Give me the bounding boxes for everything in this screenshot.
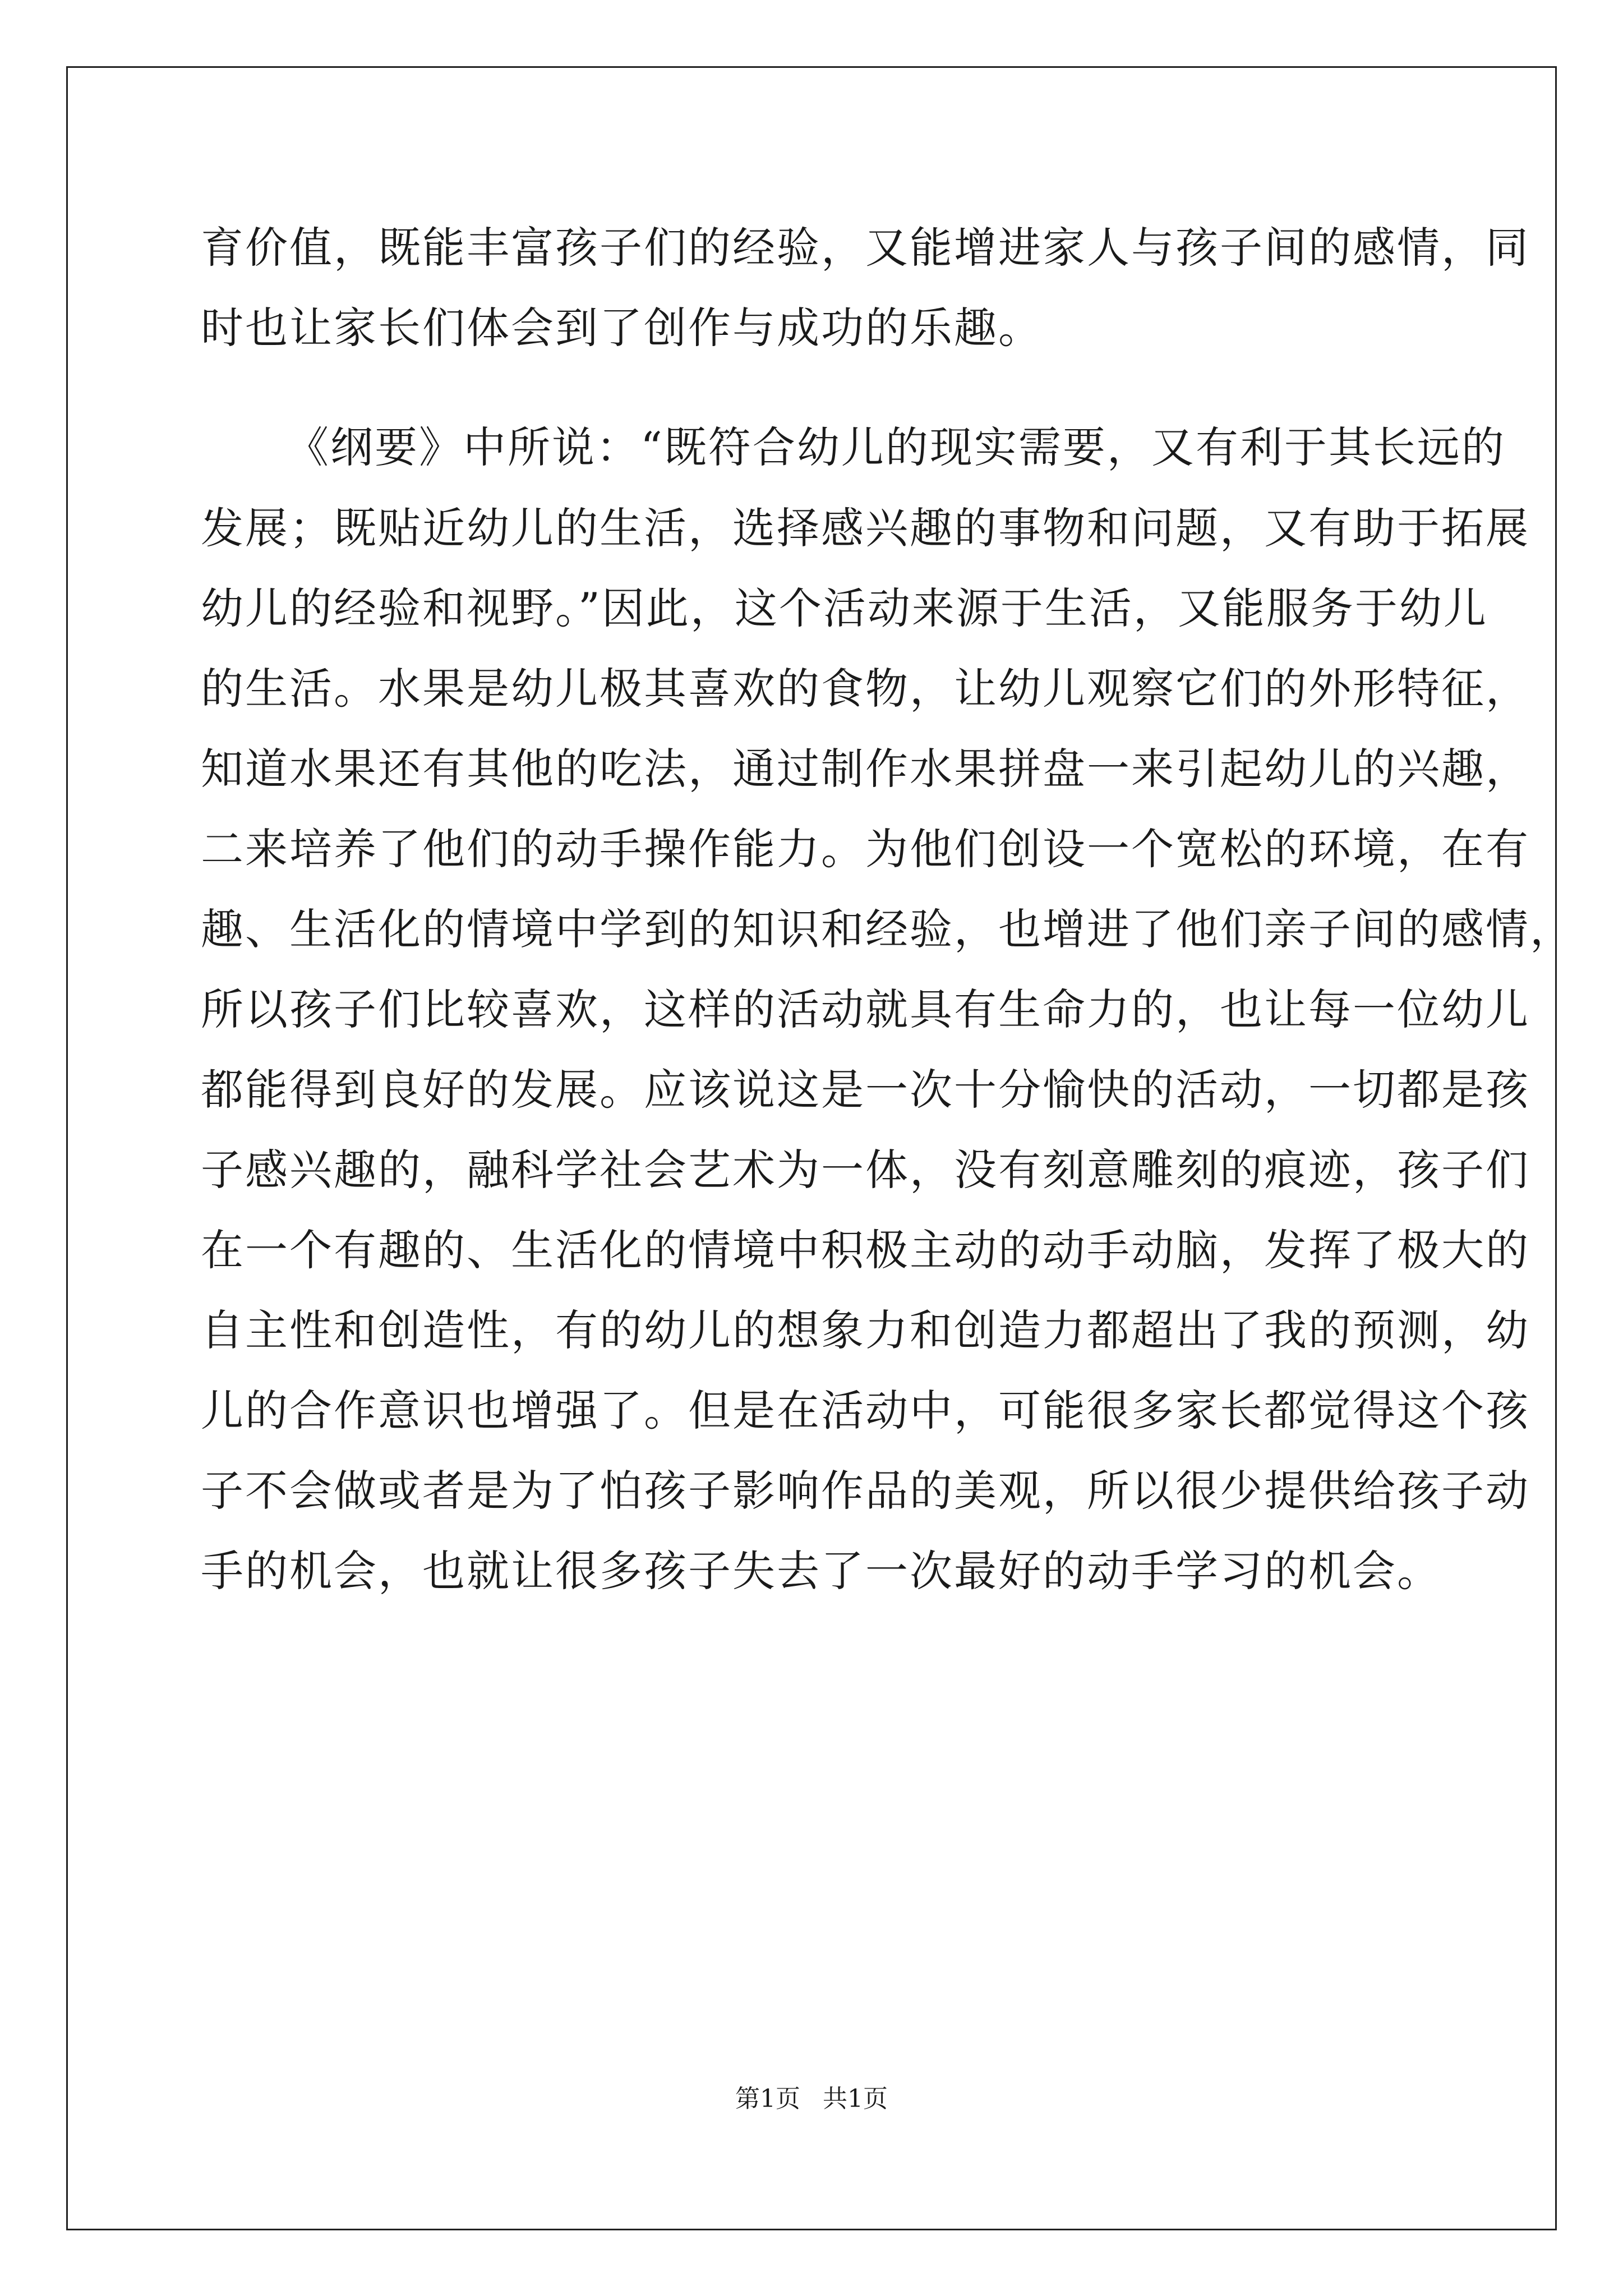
text-line: 所以孩子们比较喜欢，这样的活动就具有生命力的，也让每一位幼儿: [201, 984, 1530, 1034]
page-number: 第1页: [735, 2085, 800, 2113]
text-line: 儿的合作意识也增强了。但是在活动中，可能很多家长都觉得这个孩: [201, 1386, 1530, 1435]
text-line: 子感兴趣的，融科学社会艺术为一体，没有刻意雕刻的痕迹，孩子们: [201, 1145, 1530, 1195]
paragraph-start-line: 《纲要》中所说：“既符合幼儿的现实需要，又有利于其长远的: [286, 422, 1506, 472]
text-line: 在一个有趣的、生活化的情境中积极主动的动手动脑，发挥了极大的: [201, 1225, 1530, 1275]
text-line: 二来培养了他们的动手操作能力。为他们创设一个宽松的环境，在有: [201, 824, 1530, 874]
text-line: 子不会做或者是为了怕孩子影响作品的美观，所以很少提供给孩子动: [201, 1466, 1530, 1516]
page-footer: [0, 2082, 1623, 2116]
page-total: 共1页: [823, 2085, 888, 2113]
text-line: 时也让家长们体会到了创作与成功的乐趣。: [201, 303, 1043, 353]
text-line: 手的机会，也就让很多孩子失去了一次最好的动手学习的机会。: [201, 1546, 1441, 1596]
text-line: 知道水果还有其他的吃法，通过制作水果拼盘一来引起幼儿的兴趣，: [201, 744, 1530, 794]
text-line: 自主性和创造性，有的幼儿的想象力和创造力都超出了我的预测，幼: [201, 1305, 1530, 1355]
text-line: 的生活。水果是幼儿极其喜欢的食物，让幼儿观察它们的外形特征，: [201, 664, 1530, 714]
text-line: 趣、生活化的情境中学到的知识和经验，也增进了他们亲子间的感情，: [201, 904, 1574, 954]
text-line: 幼儿的经验和视野。”因此，这个活动来源于生活，又能服务于幼儿: [201, 583, 1488, 633]
text-line: 育价值，既能丰富孩子们的经验，又能增进家人与孩子间的感情，同: [201, 223, 1530, 273]
text-line: 发展；既贴近幼儿的生活，选择感兴趣的事物和问题，又有助于拓展: [201, 503, 1530, 553]
text-line: 都能得到良好的发展。应该说这是一次十分愉快的活动，一切都是孩: [201, 1065, 1530, 1115]
